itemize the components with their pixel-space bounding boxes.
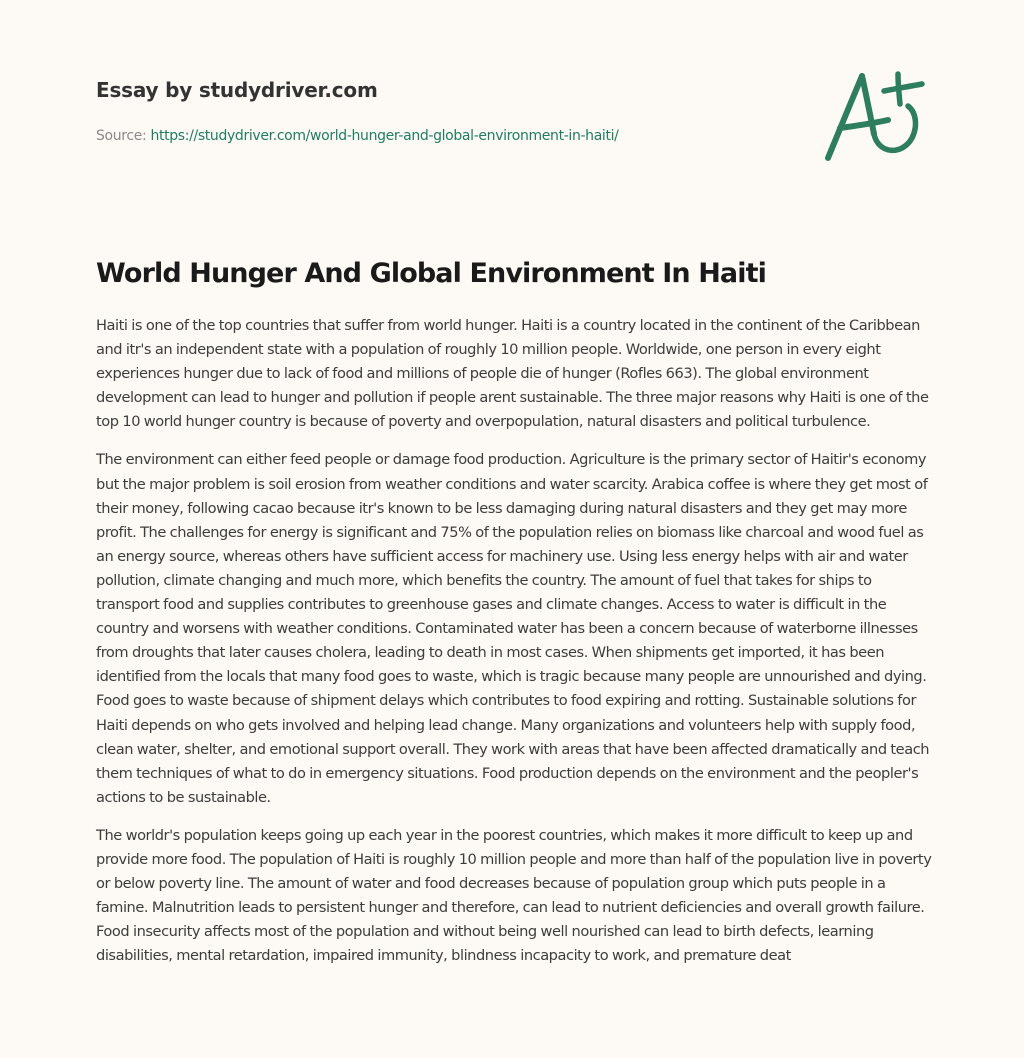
paragraph-3: The worldr's population keeps going up each year in the poorest countries, which makes it more difficult to keep up and provide more food. The population of Haiti is roughly 10 million people and more than half of the population live in poverty or below poverty line. The amount of water and food decreases because of population group which puts people in a famine. Malnutrition leads to persistent hunger and therefore, can lead to nutrient deficiencies and overall growth failure. Food insecurity affects most of the population and without being well nourished can lead to birth defects, learning disabilities, mental retardation, impaired immunity, blindness incapacity to work, and premature deat bbox=[96, 826, 932, 965]
source-link[interactable]: https://studydriver.com/world-hunger-and-global-environment-in-haiti/ bbox=[150, 128, 619, 144]
source-line bbox=[96, 126, 796, 146]
article-body bbox=[96, 314, 936, 982]
paragraph-2: The environment can either feed people or damage food production. Agriculture is the primary sector of Haitir's economy but the major problem is soil erosion from weather conditions and water scarcity. Arabica coffee is where they get most of their money, following cacao because itr's known to be less damaging during natural disasters and they get may more profit. The challenges for energy is significant and 75% of the population relies on biomass like charcoal and wood fuel as an energy source, whereas others have sufficient access for machinery use. Using less energy helps with air and water pollution, climate changing and much more, which benefits the country. The amount of fuel that takes for ships to transport food and supplies contributes to greenhouse gases and climate changes. Access to water is difficult in the country and worsens with weather conditions. Contaminated water has been a concern because of waterborne illnesses from droughts that later causes cholera, leading to death in most cases. When shipments get imported, it has been identified from the locals that many food goes to waste, which is tragic because many people are unnourished and dying. Food goes to waste because of shipment delays which contributes to food expiring and rotting. Sustainable solutions for Haiti depends on who gets involved and helping lead change. Many organizations and volunteers help with supply food, clean water, shelter, and emotional support overall. They work with areas that have been affected dramatically and teach them techniques of what to do in emergency situations. Food production depends on the environment and the peopler's actions to be sustainable. bbox=[96, 451, 930, 806]
article-title: World Hunger And Global Environment In Haiti bbox=[96, 258, 766, 289]
a-plus-grade-icon bbox=[818, 64, 930, 168]
brand-title: Essay by studydriver.com bbox=[96, 78, 378, 102]
source-label: Source: bbox=[96, 128, 151, 144]
paragraph-1: Haiti is one of the top countries that suffer from world hunger. Haiti is a country located in the continent of the Caribbean and itr's an independent state with a population of roughly 10 million people. Worldwide, one person in every eight experiences hunger due to lack of food and millions of people die of hunger (Rofles 663). The global environment development can lead to hunger and pollution if people arent sustainable. The three major reasons why Haiti is one of the top 10 world hunger country is because of poverty and overpopulation, natural disasters and political turbulence. bbox=[96, 317, 929, 431]
page-header bbox=[96, 76, 796, 146]
